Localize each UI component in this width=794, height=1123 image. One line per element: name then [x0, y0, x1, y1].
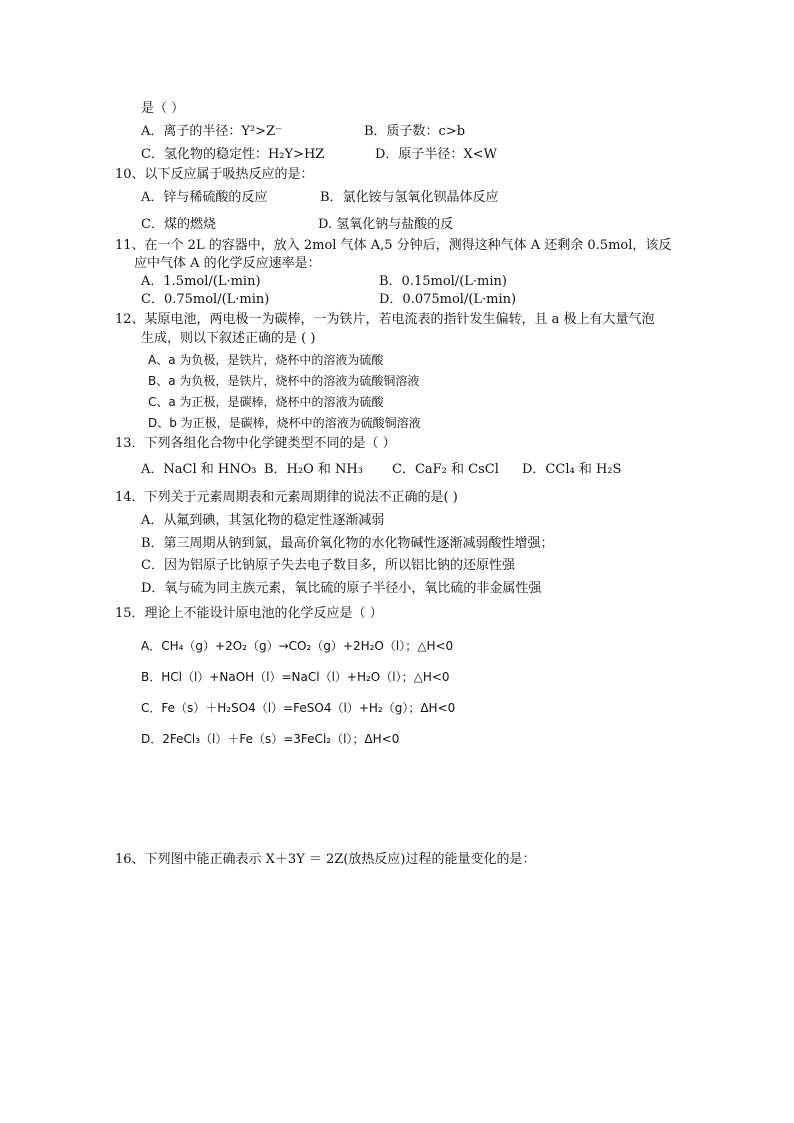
q15-option-c: C．Fe（s）＋H₂SO4（l）=FeSO4（l）+H₂（g）；ΔH<0 — [141, 701, 456, 715]
q9-option-a: A．离子的半径：Y²>Z⁻ — [141, 124, 282, 139]
q12-option-d: D、b 为正极，是碳棒，烧杯中的溶液为硫酸铜溶液 — [148, 416, 421, 430]
q9-option-c: C．氢化物的稳定性：H₂Y>HZ — [141, 147, 325, 162]
q13-option-c: C．CaF₂ 和 CsCl — [392, 462, 499, 477]
q14-stem: 14．下列关于元素周期表和元素周期律的说法不正确的是( ) — [115, 490, 458, 505]
q10-option-c: C．煤的燃烧 — [141, 217, 216, 232]
q11-stem-line1: 11、在一个 2L 的容器中，放入 2mol 气体 A,5 分钟后，测得这种气体 A 还剩余 0.5mol，该反 — [115, 238, 672, 253]
q15-stem: 15．理论上不能设计原电池的化学反应是（ ） — [115, 606, 383, 621]
q13-option-d: D．CCl₄ 和 H₂S — [522, 462, 622, 477]
q14-option-d: D．氧与硫为同主族元素，氧比硫的原子半径小，氧比硫的非金属性强 — [141, 581, 542, 596]
q13-stem: 13．下列各组化合物中化学键类型不同的是（ ） — [115, 436, 396, 451]
q10-stem: 10、以下反应属于吸热反应的是： — [115, 167, 314, 182]
q9-stem-tail: 是（ ） — [141, 101, 185, 116]
q14-option-c: C．因为铝原子比钠原子失去电子数目多，所以铝比钠的还原性强 — [141, 558, 515, 573]
q9-option-b: B．质子数：c>b — [364, 124, 466, 139]
q11-option-c: C．0.75mol/(L·min) — [141, 292, 270, 307]
q13-option-b: B．H₂O 和 NH₃ — [264, 462, 363, 477]
q15-option-b: B．HCl（l）+NaOH（l）=NaCl（l）+H₂O（l）；△H<0 — [141, 670, 450, 684]
q11-option-b: B．0.15mol/(L·min) — [379, 274, 507, 289]
q12-stem-line2: 生成，则以下叙述正确的是 ( ) — [141, 331, 316, 346]
q12-stem-line1: 12、某原电池，两电极一为碳棒，一为铁片，若电流表的指针发生偏转，且 a 极上有大量气泡 — [115, 312, 655, 327]
q12-option-c: C、a 为正极，是碳棒，烧杯中的溶液为硫酸 — [148, 395, 384, 409]
q15-option-d: D．2FeCl₃（l）＋Fe（s）=3FeCl₂（l）；ΔH<0 — [141, 732, 400, 746]
q14-option-a: A．从氟到碘，其氢化物的稳定性逐渐减弱 — [141, 513, 385, 528]
q10-option-b: B．氯化铵与氢氧化钡晶体反应 — [320, 190, 499, 205]
q13-option-a: A．NaCl 和 HNO₃ — [141, 462, 257, 477]
q11-stem-line2: 应中气体 A 的化学反应速率是： — [134, 256, 321, 271]
q10-option-d: D. 氢氧化钠与盐酸的反 — [318, 217, 454, 232]
q14-option-b: B．第三周期从钠到氯，最高价氧化物的水化物碱性逐渐减弱酸性增强； — [141, 536, 554, 551]
q11-option-a: A．1.5mol/(L·min) — [141, 274, 261, 289]
q15-option-a: A．CH₄（g）+2O₂（g）→CO₂（g）+2H₂O（l）；△H<0 — [141, 639, 454, 653]
q16-stem: 16、下列图中能正确表示 X＋3Y ＝ 2Z(放热反应)过程的能量变化的是： — [115, 852, 536, 867]
q9-option-d: D．原子半径：X<W — [375, 147, 497, 162]
q11-option-d: D．0.075mol/(L·min) — [379, 292, 517, 307]
q12-option-a: A、a 为负极，是铁片，烧杯中的溶液为硫酸 — [148, 353, 384, 367]
q12-option-b: B、a 为负极，是铁片，烧杯中的溶液为硫酸铜溶液 — [148, 374, 420, 388]
q10-option-a: A．锌与稀硫酸的反应 — [141, 190, 268, 205]
